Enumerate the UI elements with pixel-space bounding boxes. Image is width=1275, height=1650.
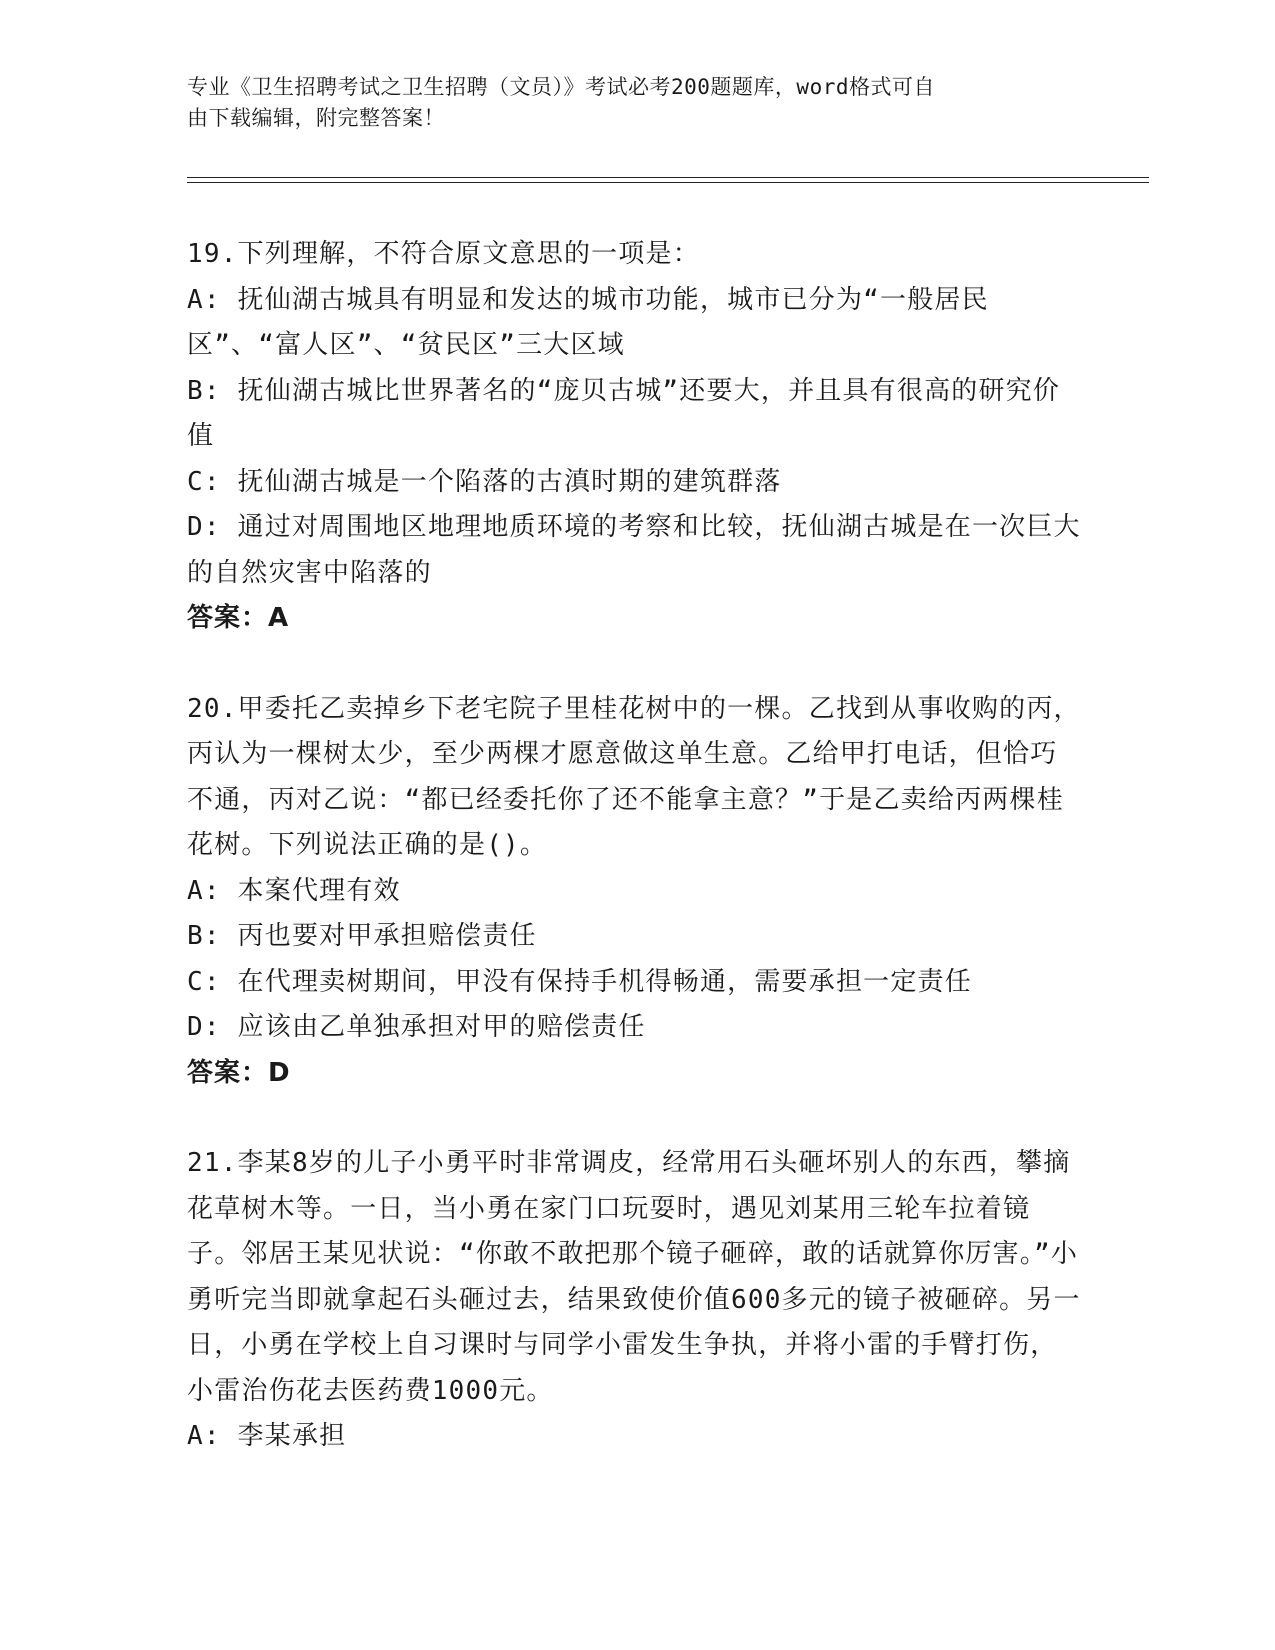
header-line-1: 专业《卫生招聘考试之卫生招聘（文员）》考试必考200题题库，word格式可自 (187, 75, 935, 99)
question-stem: 19.下列理解，不符合原文意思的一项是： (187, 239, 700, 269)
question-21 (187, 1141, 1082, 1460)
answer-label: 答案：D (187, 1057, 291, 1088)
answer-label: 答案：A (187, 603, 290, 633)
option-b: B: 抚仙湖古城比世界著名的“庞贝古城”还要大，并且具有很高的研究价值 (187, 375, 1061, 451)
option-d: D: 应该由乙单独承担对甲的赔偿责任 (187, 1012, 646, 1042)
option-c: C: 抚仙湖古城是一个陷落的古滇时期的建筑群落 (187, 466, 782, 497)
question-stem: 20.甲委托乙卖掉乡下老宅院子里桂花树中的一棵。乙找到从事收购的丙，丙认为一棵树太少，至少两棵才愿意做这单生意。乙给甲打电话，但恰巧不通，丙对乙说：“都已经委托你了还不能拿主意？”于是乙卖给丙两棵桂花树。下列说法正确的是()。 (187, 693, 1081, 860)
option-a: A: 本案代理有效 (187, 875, 401, 906)
option-a: A: 李某承担 (187, 1421, 347, 1451)
header-divider (187, 177, 1149, 183)
question-stem: 21.李某8岁的儿子小勇平时非常调皮，经常用石头砸坏别人的东西，攀摘花草树木等。一日，当小勇在家门口玩耍时，遇见刘某用三轮车拉着镜子。邻居王某见状说：“你敢不敢把那个镜子砸碎，敢的话就算你厉害。”小勇听完当即就拿起石头砸过去，结果致使价值600多元的镜子被砸碎。另一日，小勇在学校上自习课时与同学小雷发生争执，并将小雷的手臂打伤，小雷治伤花去医药费1000元。 (187, 1148, 1081, 1406)
question-list (187, 232, 1082, 1505)
question-19 (187, 232, 1082, 642)
question-20 (187, 687, 1082, 1097)
option-c: C: 在代理卖树期间，甲没有保持手机得畅通，需要承担一定责任 (187, 966, 972, 997)
header-line-2: 由下载编辑，附完整答案！ (187, 106, 445, 130)
document-header (187, 72, 1067, 134)
option-a: A: 抚仙湖古城具有明显和发达的城市功能，城市已分为“一般居民区”、“富人区”、“贫民区”三大区域 (187, 284, 989, 360)
option-b: B: 丙也要对甲承担赔偿责任 (187, 921, 537, 951)
option-d: D: 通过对周围地区地理地质环境的考察和比较，抚仙湖古城是在一次巨大的自然灾害中陷落的 (187, 512, 1081, 588)
